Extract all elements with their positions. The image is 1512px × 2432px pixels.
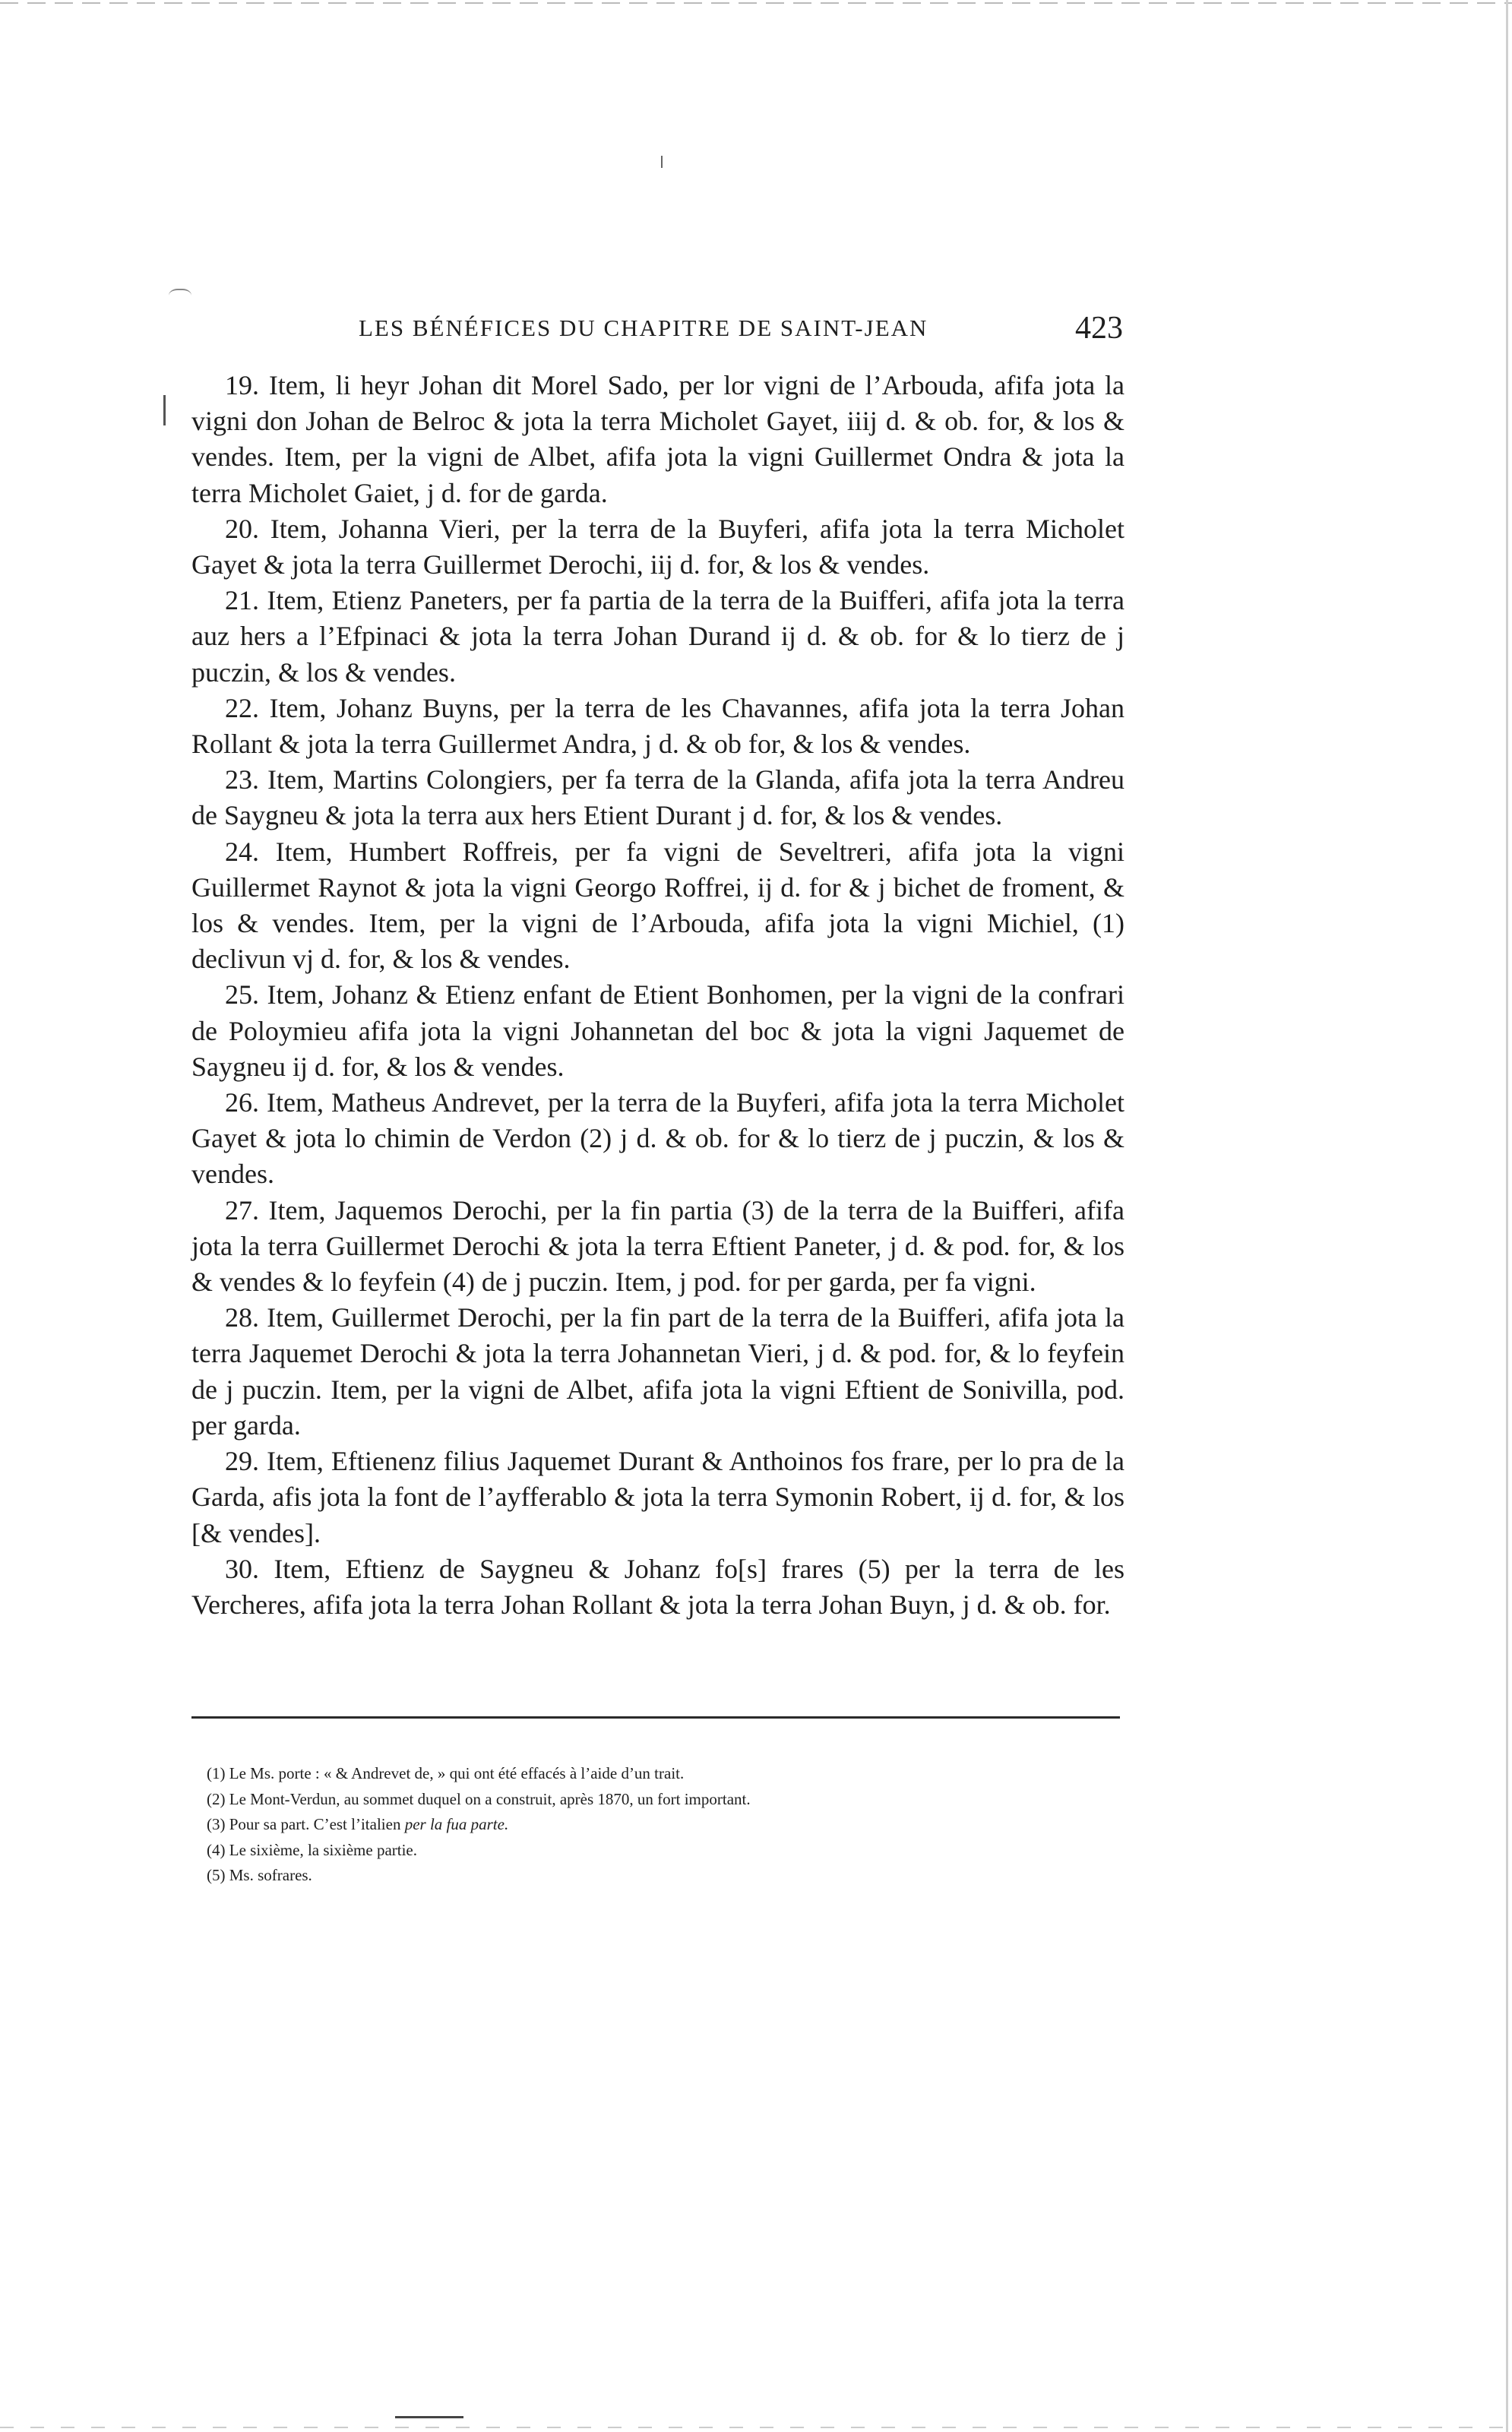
- footnote-italic: per la fua parte.: [404, 1815, 509, 1833]
- footnote-3: [207, 1812, 1080, 1838]
- page-number: 423: [1075, 311, 1123, 346]
- footnote-marker: (1): [207, 1764, 226, 1782]
- entry-30: 30. Item, Eftienz de Saygneu & Johanz fo[s] frares (5) per la terra de les Vercheres, afifa jota la terra Johan Rollant & jota la terra Johan Buyn, j d. & ob. for.: [191, 1553, 1125, 1620]
- footnote-separator: [191, 1716, 1120, 1719]
- footnote-text: Le Mont-Verdun, au sommet duquel on a construit, après 1870, un fort important.: [229, 1789, 751, 1808]
- entry-19: 19. Item, li heyr Johan dit Morel Sado, per lor vigni de l’Arbouda, afifa jota la vigni don Johan de Belroc & jota la terra Micholet Gayet, iiij d. & ob. for, & los & vendes. Item, per la vigni de Albet, afifa jota la vigni Guillermet Ondra & jota la terra Micholet Gaiet, j d. for de garda.: [191, 370, 1125, 508]
- margin-stroke: [169, 289, 191, 305]
- scan-border-top: [0, 2, 1512, 4]
- page-header: [359, 310, 1123, 356]
- footnote-marker: (5): [207, 1866, 226, 1884]
- entry-23: 23. Item, Martins Colongiers, per fa terra de la Glanda, afifa jota la terra Andreu de Saygneu & jota la terra aux hers Etient Durant j d. for, & los & vendes.: [191, 764, 1125, 831]
- footnote-2: [207, 1787, 1080, 1813]
- footnotes: [207, 1761, 1080, 1889]
- entry-22: 22. Item, Johanz Buyns, per la terra de les Chavannes, afifa jota la terra Johan Rollant & jota la terra Guillermet Andra, j d. & ob for, & los & vendes.: [191, 692, 1125, 760]
- footnote-text: Pour sa part. C’est l’italien: [229, 1815, 401, 1833]
- running-title: LES BÉNÉFICES DU CHAPITRE DE SAINT-JEAN: [359, 315, 928, 341]
- entry-26: 26. Item, Matheus Andrevet, per la terra de la Buyferi, afifa jota la terra Micholet Gayet & jota lo chimin de Verdon (2) j d. & ob. for & lo tierz de j puczin, & los & vendes.: [191, 1087, 1125, 1190]
- footnote-marker: (4): [207, 1840, 226, 1859]
- entry-21: 21. Item, Etienz Paneters, per fa partia de la terra de la Buifferi, afifa jota la terra auz hers a l’Efpinaci & jota la terra Johan Durand ij d. & ob. for & lo tierz de j puczin, & los & vendes.: [191, 585, 1125, 688]
- main-text: [191, 368, 1125, 1623]
- footnote-text: Le sixième, la sixième partie.: [229, 1840, 417, 1859]
- margin-mark-left: [163, 395, 166, 425]
- entry-29: 29. Item, Eftienenz filius Jaquemet Durant & Anthoinos fos frare, per lo pra de la Garda, afis jota la font de l’ayfferablo & jota la terra Symonin Robert, ij d. for, & los [& vendes].: [191, 1446, 1125, 1548]
- footnote-5: [207, 1863, 1080, 1889]
- footnote-4: [207, 1838, 1080, 1864]
- footnote-text: Ms. sofrares.: [229, 1866, 312, 1884]
- entry-20: 20. Item, Johanna Vieri, per la terra de la Buyferi, afifa jota la terra Micholet Gayet & jota la terra Guillermet Derochi, iij d. for, & los & vendes.: [191, 513, 1125, 580]
- margin-mark-bottom: [395, 2416, 463, 2418]
- footnote-text: Le Ms. porte : « & Andrevet de, » qui ont été effacés à l’aide d’un trait.: [229, 1764, 685, 1782]
- entry-25: 25. Item, Johanz & Etienz enfant de Etient Bonhomen, per la vigni de la confrari de Poloymieu afifa jota la vigni Johannetan del boc & jota la vigni Jaquemet de Saygneu ij d. for, & los & vendes.: [191, 979, 1125, 1082]
- entry-24: 24. Item, Humbert Roffreis, per fa vigni de Seveltreri, afifa jota la vigni Guillermet Raynot & jota la vigni Georgo Roffrei, ij d. for & j bichet de froment, & los & vendes. Item, per la vigni de l’Arbouda, afifa jota la vigni Michiel, (1) declivun vj d. for, & los & vendes.: [191, 836, 1125, 975]
- entry-28: 28. Item, Guillermet Derochi, per la fin part de la terra de la Buifferi, afifa jota la terra Jaquemet Derochi & jota la terra Johannetan Vieri, j d. & pod. for, & lo feyfein de j puczin. Item, per la vigni de Albet, afifa jota la vigni Eftient de Sonivilla, pod. per garda.: [191, 1302, 1125, 1441]
- scan-border-bottom: [0, 2427, 1512, 2428]
- footnote-marker: (3): [207, 1815, 226, 1833]
- page-edge-right: [1506, 0, 1508, 2432]
- footnote-1: [207, 1761, 1080, 1787]
- footnote-marker: (2): [207, 1789, 226, 1808]
- entry-27: 27. Item, Jaquemos Derochi, per la fin partia (3) de la terra de la Buifferi, afifa jota la terra Guillermet Derochi & jota la terra Eftient Paneter, j d. & pod. for, & los & vendes & lo feyfein (4) de j puczin. Item, j pod. for per garda, per fa vigni.: [191, 1194, 1125, 1298]
- margin-mark-top: [661, 156, 663, 168]
